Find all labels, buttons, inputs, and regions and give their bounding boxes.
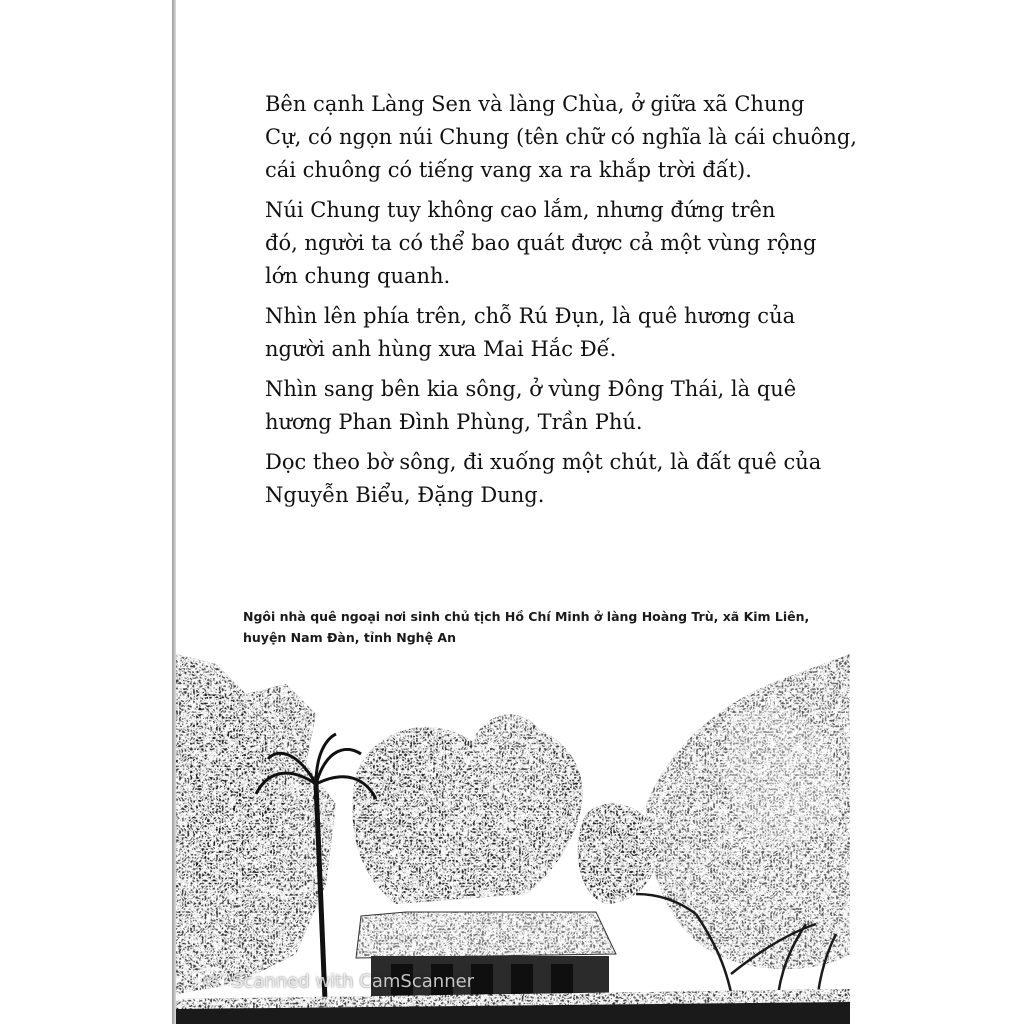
paragraph-2 [236,194,817,293]
text-line: Nguyễn Biểu, Đặng Dung. [265,483,545,507]
paragraph-1 [236,88,857,187]
camscanner-logo-icon: CS [198,968,224,994]
scanner-watermark [198,968,474,994]
text-line: hương Phan Đình Phùng, Trần Phú. [265,410,643,434]
text-line: Dọc theo bờ sông, đi xuống một chút, là đất quê của [265,450,822,474]
text-line: Bên cạnh Làng Sen và làng Chùa, ở giữa xã Chung [265,92,805,116]
text-line: người anh hùng xưa Mai Hắc Đế. [265,337,617,361]
paragraph-4 [236,373,797,439]
watermark-text: Scanned with CamScanner [232,970,475,992]
text-line: lớn chung quanh. [265,264,451,288]
text-line: Nhìn lên phía trên, chỗ Rú Đụn, là quê hương của [265,304,796,328]
paragraph-3 [236,300,796,366]
text-line: đó, người ta có thể bao quát được cả một vùng rộng [265,231,817,255]
body-text [236,88,857,519]
text-line: Núi Chung tuy không cao lắm, nhưng đứng trên [265,198,776,222]
text-line: Cự, có ngọn núi Chung (tên chữ có nghĩa là cái chuông, [265,125,857,149]
text-line: Nhìn sang bên kia sông, ở vùng Đông Thái, là quê [265,377,797,401]
paragraph-5 [236,446,822,512]
caption-line: Ngôi nhà quê ngoại nơi sinh chủ tịch Hồ Chí Minh ở làng Hoàng Trù, xã Kim Liên, [243,609,810,624]
caption-line: huyện Nam Đàn, tỉnh Nghệ An [243,630,456,645]
text-line: cái chuông có tiếng vang xa ra khắp trời đất). [265,158,752,182]
photo-caption [243,606,810,648]
